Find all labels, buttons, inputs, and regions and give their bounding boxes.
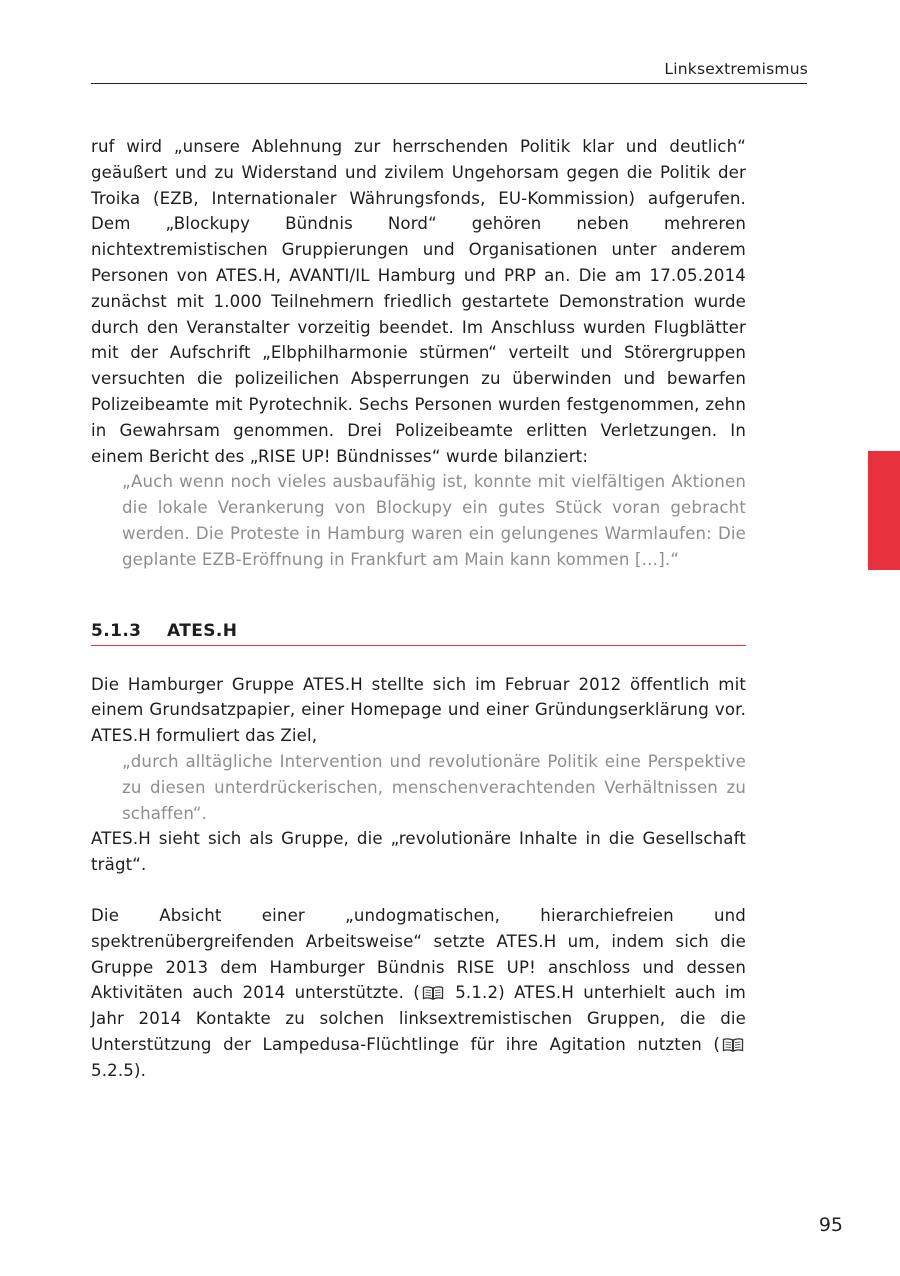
page-content <box>91 134 746 1084</box>
paragraph-text-part: ) ATES.H unterhielt auch im Jahr 2014 Kontakte zu solchen linksextremistischen Gruppen, die die Unterstützung der Lampedusa-Flüchtlinge für ihre Agitation nutzten ( <box>91 983 746 1054</box>
paragraph-blockupy: ruf wird „unsere Ablehnung zur herrschenden Politik klar und deutlich“ geäußert und zu Widerstand und zivilem Ungehorsam gegen die Politik der Troika (EZB, Internationaler Währungsfonds, EU-Kommission) aufgerufen. Dem „Blockupy Bündnis Nord“ gehören neben mehreren nichtextremistischen Gruppierungen und Organisationen unter anderem Personen von ATES.H, AVANTI/IL Hamburg und PRP an. Die am 17.05.2014 zunächst mit 1.000 Teilnehmern friedlich gestartete Demonstration wurde durch den Veranstalter vorzeitig beendet. Im Anschluss wurden Flugblätter mit der Aufschrift „Elbphilharmonie stürmen“ verteilt und Störergruppen versuchten die polizeilichen Absperrungen zu überwinden und bewarfen Polizeibeamte mit Pyrotechnik. Sechs Personen wurden festgenommen, zehn in Gewahrsam genommen. Drei Polizeibeamte erlitten Verletzungen. In einem Bericht des „RISE UP! Bündnisses“ wurde bilanziert: <box>91 137 746 466</box>
section-number: 5.1.3 <box>91 620 142 641</box>
quote-ates-goal: „durch alltägliche Intervention und revolutionäre Politik eine Perspektive zu diesen unterdrückerischen, menschenverachtenden Verhältnissen zu schaffen“. <box>122 751 746 823</box>
book-icon <box>722 1037 744 1052</box>
cross-reference[interactable]: 5.1.2 <box>455 983 499 1003</box>
book-icon <box>422 985 444 1000</box>
paragraph-ates-intro: Die Hamburger Gruppe ATES.H stellte sich im Februar 2012 öffentlich mit einem Grundsatzpapier, einer Homepage und einer Gründungserklärung vor. ATES.H formuliert das Ziel, <box>91 674 746 746</box>
section-heading <box>91 621 746 646</box>
running-header-title: Linksextremismus <box>664 60 808 78</box>
paragraph-text-part: ). <box>133 1060 147 1080</box>
page-number: 95 <box>818 1214 843 1236</box>
cross-reference[interactable]: 5.2.5 <box>91 1060 134 1080</box>
quote-rise-up: „Auch wenn noch vieles ausbaufähig ist, konnte mit vielfältigen Aktionen die lokale Verankerung von Blockupy ein gutes Stück voran gebracht werden. Die Proteste in Hamburg waren ein gelungenes Warmlaufen: Die geplante EZB-Eröffnung in Frankfurt am Main kann kommen […].“ <box>122 472 746 569</box>
chapter-marker-tab <box>868 451 900 570</box>
header-divider <box>91 83 807 84</box>
paragraph-ates-activities <box>91 903 746 1084</box>
paragraph-ates-self-image: ATES.H sieht sich als Gruppe, die „revolutionäre Inhalte in die Gesellschaft trägt“. <box>91 829 746 875</box>
paragraph-text-part: Die Absicht einer „undogmatischen, hierarchiefreien und spektrenübergreifenden Arbeitsweise“ setzte ATES.H um, indem sich die Gruppe 2013 dem Hamburger Bündnis RISE UP! anschloss und dessen Aktivitäten auch 2014 unterstützte. ( <box>91 905 746 1003</box>
section-title: ATES.H <box>167 620 238 641</box>
